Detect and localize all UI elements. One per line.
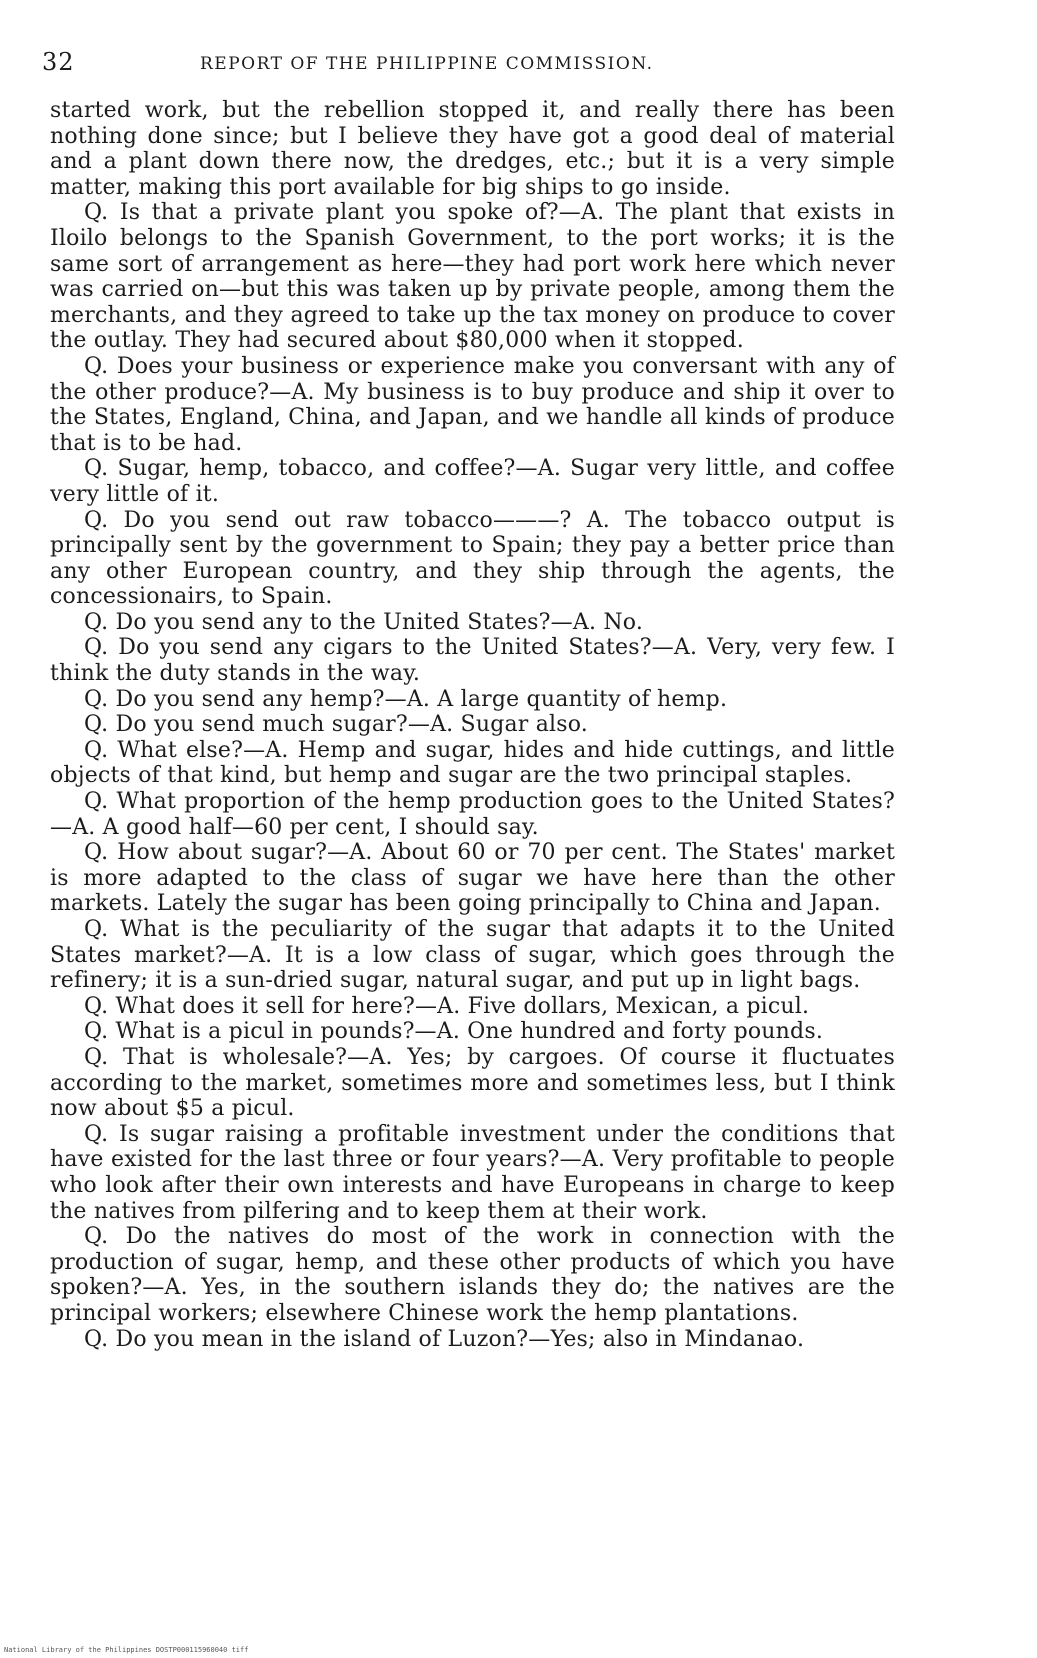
- paragraph-private-plant: Q. Is that a private plant you spoke of?—A. The plant that exists in Iloilo belongs to the Spanish Government, to the port works; it is the same sort of arrangement as here—they had port work here which never was carried on—but this was taken up by private people, among them the merchants, and they agreed to take up the tax money on produce to cover the outlay. They had secured about $80,000 when it stopped.: [50, 200, 895, 354]
- body-text: [50, 98, 895, 1352]
- paragraph-business: Q. Does your business or experience make you conversant with any of the other produce?—A. My business is to buy produce and ship it over to the States, England, China, and Japan, and we handle all kinds of produce that is to be had.: [50, 353, 895, 456]
- running-title: REPORT OF THE PHILIPPINE COMMISSION.: [200, 54, 654, 74]
- paragraph-natives-work: Q. Do the natives do most of the work in connection with the production of sugar, hemp, and these other products of which you have spoken?—A. Yes, in the southern islands they do; the natives are the principal workers; elsewhere Chinese work the hemp plantations.: [50, 1224, 895, 1326]
- paragraph-luzon: Q. Do you mean in the island of Luzon?—Yes; also in Mindanao.: [84, 1326, 805, 1352]
- paragraph-continued: started work, but the rebellion stopped it, and really there has been nothing done since; but I believe they have got a good deal of material and a plant down there now, the dredges, etc.; but it is a very simple matter, making this port available for big ships to go inside.: [50, 98, 895, 200]
- paragraph-sugar-markets: Q. How about sugar?—A. About 60 or 70 per cent. The States' market is more adapted to the class of sugar we have here than the other markets. Lately the sugar has been going principally to China and Japan.: [50, 840, 895, 917]
- paragraph-wholesale: Q. That is wholesale?—A. Yes; by cargoes. Of course it fluctuates according to the market, sometimes more and sometimes less, but I think now about $5 a picul.: [50, 1044, 895, 1122]
- paragraph-united-states: Q. Do you send any to the United States?—A. No.: [84, 609, 644, 635]
- paragraph-cigars: Q. Do you send any cigars to the United States?—A. Very, very few. I think the duty stands in the way.: [50, 635, 895, 687]
- paragraph-raw-tobacco: Q. Do you send out raw tobacco———? A. The tobacco output is principally sent by the government to Spain; they pay a better price than any other European country, and they ship through the agents, the concessionairs, to Spain.: [50, 507, 895, 610]
- paragraph-hemp: Q. Do you send any hemp?—A. A large quantity of hemp.: [84, 686, 728, 712]
- page-number: 32: [42, 48, 75, 76]
- paragraph-what-else: Q. What else?—A. Hemp and sugar, hides and hide cuttings, and little objects of that kind, but hemp and sugar are the two principal staples.: [50, 737, 895, 789]
- paragraph-much-sugar: Q. Do you send much sugar?—A. Sugar also.: [84, 712, 588, 738]
- paragraph-sell-price: Q. What does it sell for here?—A. Five dollars, Mexican, a picul.: [84, 993, 810, 1019]
- paragraph-picul-pounds: Q. What is a picul in pounds?—A. One hundred and forty pounds.: [84, 1019, 824, 1045]
- paragraph-hemp-proportion: Q. What proportion of the hemp production goes to the United States?—A. A good half—60 per cent, I should say.: [50, 789, 895, 840]
- paragraph-sugar-hemp: Q. Sugar, hemp, tobacco, and coffee?—A. Sugar very little, and coffee very little of it.: [50, 456, 895, 507]
- scan-footer: National Library of the Philippines DOSTP000115960040 tiff: [4, 1646, 249, 1654]
- page-header: [42, 48, 732, 80]
- paragraph-sugar-peculiarity: Q. What is the peculiarity of the sugar that adapts it to the United States market?—A. It is a low class of sugar, which goes through the refinery; it is a sun-dried sugar, natural sugar, and put up in light bags.: [50, 917, 895, 994]
- paragraph-sugar-profitable: Q. Is sugar raising a profitable investment under the conditions that have existed for the last three or four years?—A. Very profitable to people who look after their own interests and have Europeans in charge to keep the natives from pilfering and to keep them at their work.: [50, 1121, 895, 1224]
